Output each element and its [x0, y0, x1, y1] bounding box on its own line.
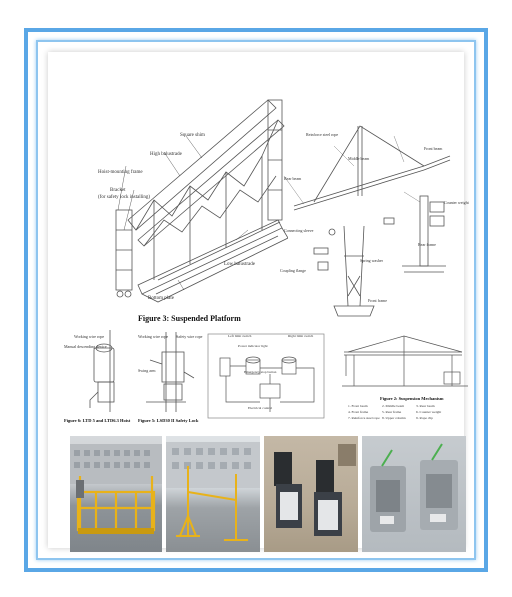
- photo-yellow-platform-image: [70, 436, 162, 552]
- mech-label-9: Coupling flange: [280, 268, 306, 273]
- mech-label-8: Spring washer: [360, 258, 383, 263]
- figure3-caption: Figure 3: Suspended Platform: [138, 314, 241, 323]
- figure-mech-caption: Figure 2: Suspension Mechanism: [380, 396, 444, 401]
- lock-label-0: Working wire rope: [138, 334, 169, 339]
- figure6-caption: Figure 6: LTD 5 and LTD6.3 Hoist: [64, 418, 131, 423]
- mech-label-1: Rear beam: [284, 176, 302, 181]
- wiring-label-0: Left limit switch: [228, 334, 252, 338]
- wiring-label-2: Power indicator light: [238, 344, 268, 348]
- suspension-side-drawing: [340, 332, 470, 394]
- label-bracket: Bracket: [110, 188, 126, 193]
- mech-legend-3: 4. Front frame: [348, 410, 369, 414]
- photo-hoists-image: [264, 436, 358, 552]
- label-low-balustrade: Low balustrade: [224, 262, 255, 267]
- hoist-line-drawing: [72, 330, 134, 412]
- mech-label-0: Reinforce steel rope: [306, 132, 339, 137]
- label-square-shim: Square shim: [180, 133, 205, 138]
- figure5-caption: Figure 5: LSD30 II Safety Lock: [138, 418, 199, 423]
- photo-suspension-yard-image: [166, 436, 260, 552]
- mech-label-2: Front beam: [424, 146, 443, 151]
- hoist-label-0: Working wire rope: [74, 334, 105, 339]
- lock-label-2: Swing arm: [138, 368, 156, 373]
- exploded-line-drawing: [274, 106, 464, 322]
- mech-legend-5: 6. Counter weight: [416, 410, 442, 414]
- mech-label-6: Front frame: [368, 298, 387, 303]
- document-sheet: [48, 52, 469, 548]
- mech-legend-7: 8. Upper column: [382, 416, 406, 420]
- mech-legend-2: 3. Rear beam: [416, 404, 435, 408]
- mech-label-3: Middle beam: [348, 156, 370, 161]
- label-bottom-plate: Bottom plate: [148, 296, 174, 301]
- mech-legend-4: 5. Rear frame: [382, 410, 402, 414]
- mech-legend-1: 2. Middle beam: [382, 404, 405, 408]
- mech-label-5: Rear frame: [418, 242, 436, 247]
- outer-border-frame: [24, 28, 488, 572]
- photo-hoists: [264, 436, 358, 552]
- hoist-drawing: [72, 330, 134, 412]
- mech-legend-6: 7. Reinforce steel rope: [348, 416, 380, 420]
- suspension-side-line-drawing: [340, 332, 470, 394]
- photo-safety-locks: [362, 436, 466, 552]
- mech-legend-0: 1. Front beam: [348, 404, 368, 408]
- mech-label-4: Counter weight: [444, 200, 469, 205]
- photo-safety-locks-image: [362, 436, 466, 552]
- wiring-label-4: Emergency stop button: [244, 370, 277, 374]
- lock-label-1: Safety wire rope: [176, 334, 203, 339]
- wiring-label-1: Right limit switch: [288, 334, 314, 338]
- mech-legend-8: 9. Rope clip: [416, 416, 434, 420]
- label-high-balustrade: High balustrade: [150, 152, 182, 157]
- photo-suspension-yard: [166, 436, 260, 552]
- photo-yellow-platform: [70, 436, 162, 552]
- suspension-exploded-drawing: [274, 106, 464, 322]
- label-hoist-frame: Hoist-mounting frame: [98, 170, 143, 175]
- hoist-label-1: Manual descending device: [64, 344, 107, 349]
- wiring-label-6: Electrical control: [248, 406, 273, 410]
- mech-label-7: Connecting sleeve: [284, 228, 314, 233]
- label-bracket-note: (for safety lock installing): [98, 195, 151, 200]
- inner-border-frame: [36, 40, 476, 560]
